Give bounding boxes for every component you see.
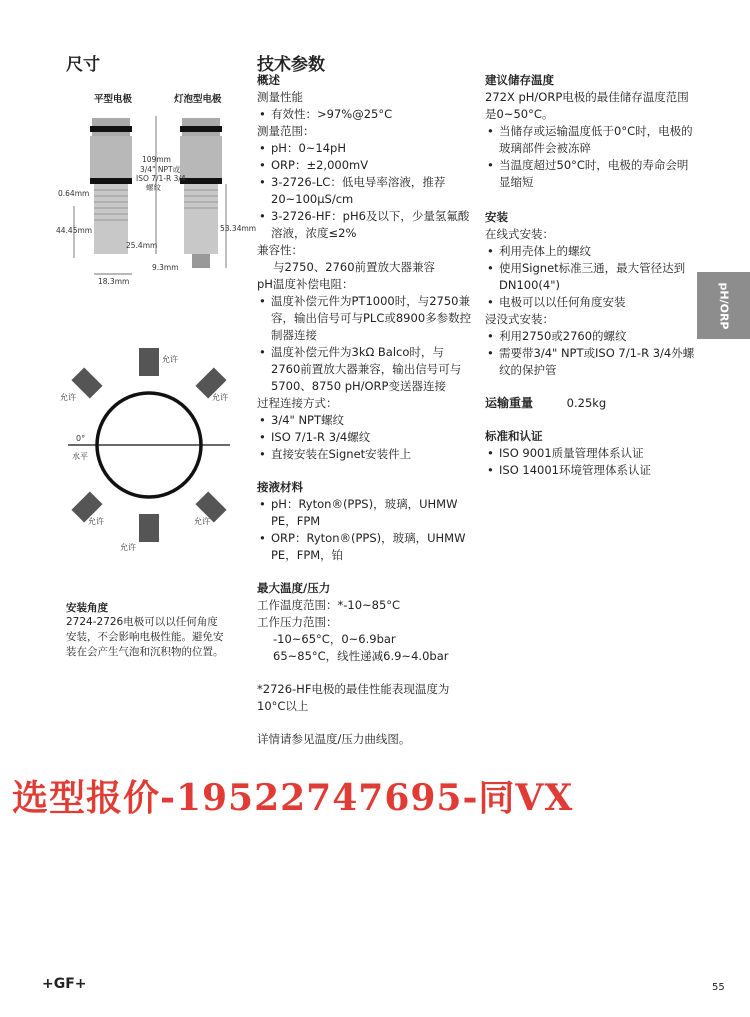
- cert-title: 标准和认证: [485, 429, 543, 443]
- list-item: • ISO 14001环境管理体系认证: [485, 462, 695, 479]
- list-item: • 3/4" NPT螺纹: [257, 412, 472, 429]
- weight-row: [485, 395, 695, 412]
- compat-text: 与2750、2760前置放大器兼容: [273, 260, 436, 274]
- dim-254: 25.4mm: [126, 241, 158, 250]
- list-item: • ISO 7/1-R 3/4螺纹: [257, 429, 472, 446]
- list-item: • 利用壳体上的螺纹: [485, 243, 695, 260]
- range-label: 测量范围：: [257, 124, 315, 138]
- allow-label-botright: 允许: [194, 517, 210, 526]
- list-item: • 需要带3/4" NPT或ISO 7/1-R 3/4外螺纹的保护管: [485, 345, 695, 379]
- list-item: • 温度补偿元件为PT1000时，与2750兼容，输出信号可与PLC或8900多参数控制器连接: [257, 293, 472, 344]
- inline-label: 在线式安装：: [485, 227, 554, 241]
- dim-109: 109mm: [142, 155, 171, 164]
- label-bulb: 灯泡型电极: [174, 94, 222, 105]
- press-1: -10~65°C，0~6.9bar: [273, 632, 396, 646]
- ptc-label: pH温度补偿电阻：: [257, 277, 354, 291]
- op-press: 工作压力范围：: [257, 615, 338, 629]
- submerge-label: 浸没式安装：: [485, 312, 554, 326]
- range-list: [257, 140, 472, 242]
- install-angle-diagram: [54, 328, 244, 558]
- list-item: • ORP：±2,000mV: [257, 157, 472, 174]
- perf-list: [257, 106, 472, 123]
- specs-column: [257, 72, 472, 748]
- install-angle-title: 安装角度: [66, 602, 108, 614]
- list-item: • 温度补偿元件为3kΩ Balco时，与2760前置放大器兼容，输出信号可与5700、8750 pH/ORP变送器连接: [257, 344, 472, 395]
- dim-183: 18.3mm: [98, 277, 130, 286]
- dim-5334: 53.34mm: [220, 224, 257, 233]
- dim-93: 9.3mm: [152, 263, 179, 272]
- note: *2726-HF电极的最佳性能表现温度为10°C以上: [257, 682, 450, 713]
- zero-label: 0°: [76, 434, 86, 443]
- allow-label-top: 允许: [162, 355, 178, 364]
- storage-text: 272X pH/ORP电极的最佳储存温度范围是0~50°C。: [485, 90, 689, 121]
- section-title-dimensions: 尺寸: [66, 55, 100, 75]
- list-item: • 利用2750或2760的螺纹: [485, 328, 695, 345]
- list-item: • 使用Signet标准三通，最大管径达到DN100(4"): [485, 260, 695, 294]
- dim-npt: 3/4" NPT或: [140, 165, 181, 174]
- gf-logo: +GF+: [42, 976, 87, 992]
- list-item: • ISO 9001质量管理体系认证: [485, 445, 695, 462]
- process-label: 过程连接方式：: [257, 396, 338, 410]
- compat-label: 兼容性：: [257, 243, 303, 257]
- storage-list: [485, 123, 695, 191]
- list-item: • 当储存或运输温度低于0°C时，电极的玻璃部件会被冻碎: [485, 123, 695, 157]
- list-item: • pH：0~14pH: [257, 140, 472, 157]
- ptc-list: [257, 293, 472, 395]
- list-item: • 直接安装在Signet安装件上: [257, 446, 472, 463]
- dim-4445: 44.45mm: [56, 226, 93, 235]
- submerge-list: [485, 328, 695, 379]
- list-item: • 当温度超过50°C时，电极的寿命会明显缩短: [485, 157, 695, 191]
- side-tab-label: pH/ORP: [717, 282, 730, 329]
- page-number: 55: [712, 982, 725, 993]
- detail: 详情请参见温度/压力曲线图。: [257, 732, 411, 746]
- wetted-list: [257, 496, 472, 564]
- process-list: [257, 412, 472, 463]
- list-item: • pH：Ryton®(PPS)，玻璃，UHMW PE，FPM: [257, 496, 472, 530]
- label-flat: 平型电极: [94, 94, 133, 105]
- dimension-diagram: [50, 88, 260, 293]
- allow-label-topright: 允许: [212, 393, 228, 402]
- storage-title: 建议储存温度: [485, 73, 554, 87]
- dim-thread: 螺纹: [146, 183, 161, 192]
- allow-label-topleft: 允许: [60, 393, 76, 402]
- weight-label: 运输重量: [485, 396, 534, 410]
- install-angle-body: 2724-2726电极可以以任何角度安装，不会影响电极性能。避免安装在会产生气泡和沉积物的位置。: [66, 616, 224, 658]
- cert-list: [485, 445, 695, 479]
- side-tab: [697, 272, 750, 339]
- wetted-title: 接液材料: [257, 480, 303, 494]
- perf-label: 测量性能: [257, 90, 303, 104]
- dim-iso: ISO 7/1-R 3/4: [136, 174, 186, 183]
- dim-064: 0.64mm: [58, 189, 90, 198]
- weight-value: 0.25kg: [566, 396, 607, 410]
- allow-label-bottom: 允许: [120, 543, 136, 552]
- allow-label-botleft: 允许: [88, 517, 104, 526]
- list-item: • 3-2726-LC：低电导率溶液，推荐20~100μS/cm: [257, 174, 472, 208]
- watermark: 选型报价-19522747695-同VX: [12, 777, 574, 819]
- list-item: • 电极可以以任何角度安装: [485, 294, 695, 311]
- right-column: [485, 72, 695, 479]
- list-item: • 有效性：>97%@25°C: [257, 106, 472, 123]
- horizontal-label: 水平: [72, 452, 88, 461]
- op-temp: 工作温度范围：*-10~85°C: [257, 598, 401, 612]
- press-2: 65~85°C，线性递减6.9~4.0bar: [273, 649, 449, 663]
- list-item: • ORP：Ryton®(PPS)，玻璃，UHMW PE，FPM，铂: [257, 530, 472, 564]
- install-title: 安装: [485, 210, 508, 224]
- section-title-specs: 技术参数: [257, 55, 325, 75]
- overview-title: 概述: [257, 73, 280, 87]
- maxtp-title: 最大温度/压力: [257, 581, 331, 595]
- list-item: • 3-2726-HF：pH6及以下，少量氢氟酸溶液，浓度≤2%: [257, 208, 472, 242]
- inline-list: [485, 243, 695, 311]
